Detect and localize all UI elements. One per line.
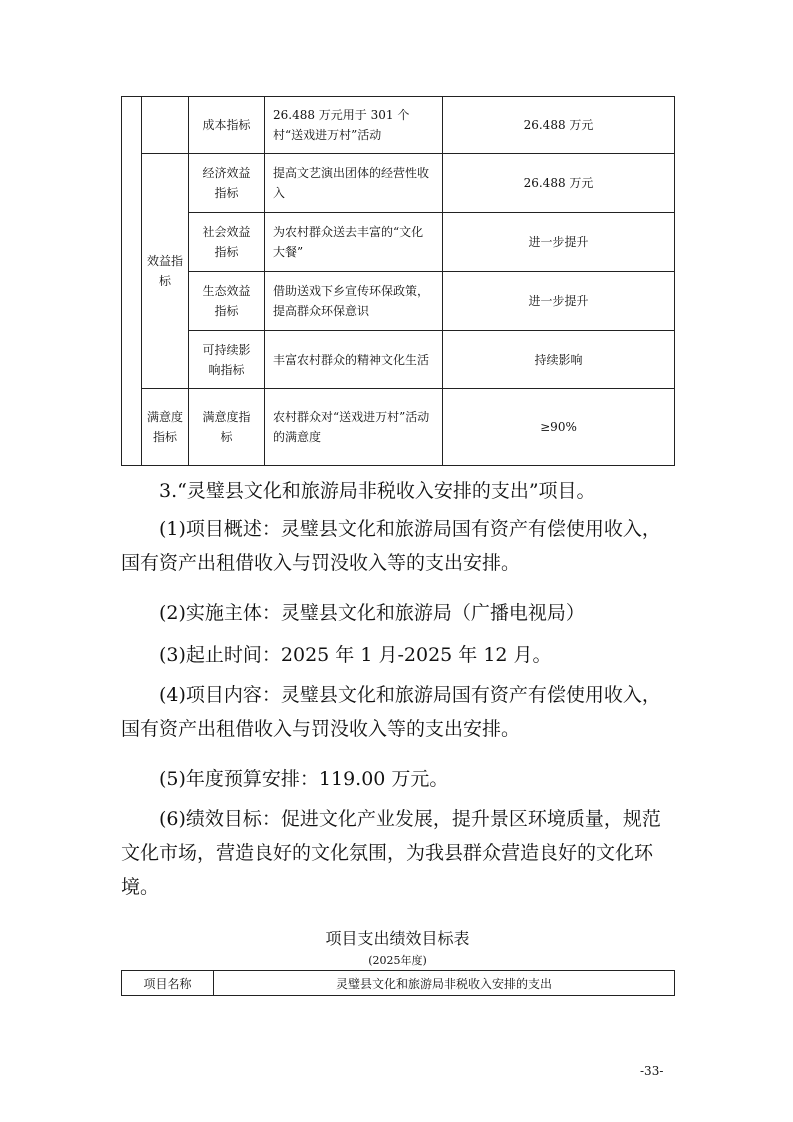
table-row	[122, 154, 675, 213]
indicator-cell: 满意度指标	[189, 389, 265, 466]
content-cell: 借助送戏下乡宣传环保政策，提高群众环保意识	[265, 272, 443, 331]
paragraph-implementer: (2)实施主体：灵璧县文化和旅游局（广播电视局）	[159, 602, 585, 624]
content-cell: 提高文艺演出团体的经营性收入	[265, 154, 443, 213]
value-cell: 进一步提升	[443, 272, 675, 331]
paragraph-budget: (5)年度预算安排：119.00 万元。	[159, 768, 449, 790]
content-cell: 农村群众对“送戏进万村”活动的满意度	[265, 389, 443, 466]
indicator-cell: 成本指标	[189, 97, 265, 154]
table-subtitle: (2025年度)	[368, 954, 427, 967]
paragraph-period: (3)起止时间：2025 年 1 月-2025 年 12 月。	[159, 644, 552, 666]
table-row	[122, 213, 675, 272]
content-cell: 26.488 万元用于 301 个村“送戏进万村”活动	[265, 97, 443, 154]
table-title: 项目支出绩效目标表	[325, 929, 470, 948]
table-row	[122, 331, 675, 389]
satisfaction-group-cell: 满意度指标	[142, 389, 189, 466]
content-cell: 为农村群众送去丰富的“文化大餐”	[265, 213, 443, 272]
value-cell: ≥90%	[443, 389, 675, 466]
paragraph-content: (4)项目内容：灵璧县文化和旅游局国有资产有偿使用收入，国有资产出租借收入与罚没收入等的支出安排。	[121, 684, 661, 740]
benefit-group-cell: 效益指标	[142, 154, 189, 389]
section-heading: 3.“灵璧县文化和旅游局非税收入安排的支出”项目。	[159, 480, 596, 502]
value-cell: 持续影响	[443, 331, 675, 389]
paragraph-goal: (6)绩效目标：促进文化产业发展，提升景区环境质量，规范文化市场，营造良好的文化氛围，为我县群众营造良好的文化环境。	[121, 808, 661, 898]
indicator-cell: 可持续影响指标	[189, 331, 265, 389]
value-cell: 26.488 万元	[443, 97, 675, 154]
value-cell: 进一步提升	[443, 213, 675, 272]
table-row	[122, 97, 675, 154]
indicator-cell: 经济效益指标	[189, 154, 265, 213]
indicator-cell: 生态效益指标	[189, 272, 265, 331]
table-row	[122, 389, 675, 466]
project-name-label: 项目名称	[122, 971, 214, 996]
cell-blank	[142, 97, 189, 154]
value-cell: 26.488 万元	[443, 154, 675, 213]
content-cell: 丰富农村群众的精神文化生活	[265, 331, 443, 389]
page-number: -33-	[640, 1064, 664, 1078]
paragraph-overview: (1)项目概述：灵璧县文化和旅游局国有资产有偿使用收入，国有资产出租借收入与罚没收入等的支出安排。	[121, 518, 661, 574]
indicator-cell: 社会效益指标	[189, 213, 265, 272]
project-name-value: 灵璧县文化和旅游局非税收入安排的支出	[214, 971, 675, 996]
cell-blank	[122, 97, 142, 466]
table-row	[122, 272, 675, 331]
project-expenditure-table	[121, 970, 675, 996]
performance-table-continued	[121, 96, 675, 466]
table-row	[122, 971, 675, 996]
